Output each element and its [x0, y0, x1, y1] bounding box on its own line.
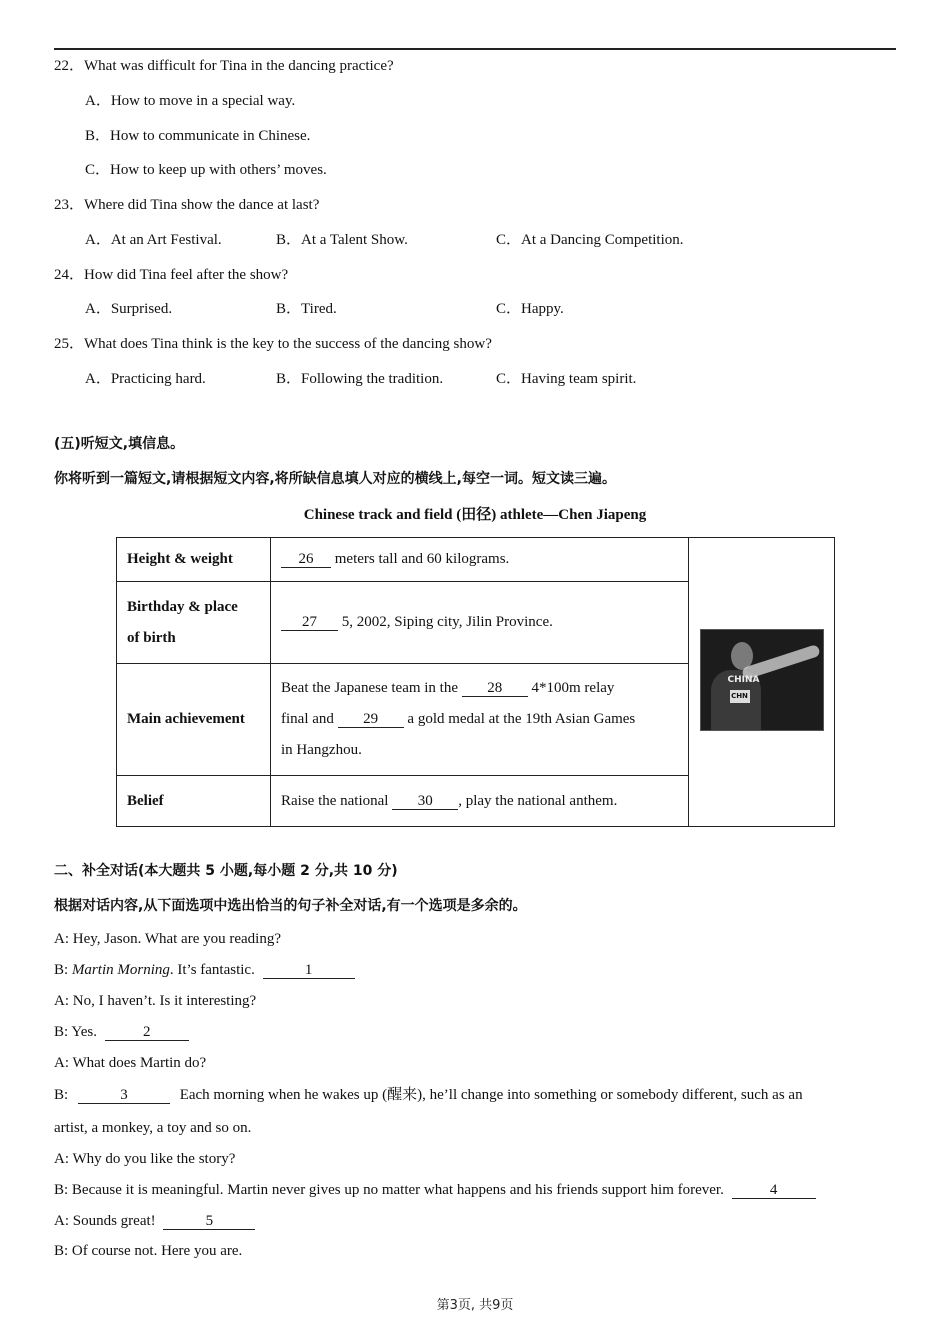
dialogue-line-10 [54, 1211, 255, 1231]
speaker: B: [54, 1087, 69, 1103]
value-text: final and [281, 711, 338, 727]
line-text: A: Sounds great! [54, 1213, 156, 1229]
option-22a [85, 91, 295, 111]
blank-27[interactable]: 27 [281, 614, 338, 631]
option-25b [276, 369, 443, 389]
option-label: B． [276, 301, 302, 317]
option-text: Tired. [301, 301, 337, 317]
question-text: Where did Tina show the dance at last? [84, 197, 320, 213]
blank-4[interactable]: 4 [732, 1182, 816, 1199]
line-text: B: Yes. [54, 1024, 97, 1040]
option-22c [85, 160, 327, 180]
option-22b [85, 126, 310, 146]
blank-2[interactable]: 2 [105, 1024, 189, 1041]
value-text: 5, 2002, Siping city, Jilin Province. [338, 614, 553, 630]
line-text: Each morning when he wakes up (醒来), he’ll change into something or somebody different, such as an [179, 1087, 803, 1103]
value-text: a gold medal at the 19th Asian Games [407, 711, 636, 727]
question-text: What was difficult for Tina in the dancing practice? [84, 58, 394, 74]
option-24a [85, 299, 172, 319]
blank-3[interactable]: 3 [78, 1087, 170, 1104]
dialogue-line-4 [54, 1022, 189, 1042]
question-text: What does Tina think is the key to the success of the dancing show? [84, 336, 492, 352]
option-text: How to move in a special way. [110, 93, 296, 109]
option-label: C． [85, 162, 111, 178]
option-25a [85, 369, 206, 389]
option-label: A． [85, 232, 111, 248]
option-text: Happy. [521, 301, 564, 317]
dialogue-line-7: artist, a monkey, a toy and so on. [54, 1120, 252, 1136]
option-label: A． [85, 93, 111, 109]
info-table [116, 537, 835, 827]
question-text: How did Tina feel after the show? [84, 267, 289, 283]
question-number: 22． [54, 58, 85, 74]
option-text: Following the tradition. [301, 371, 444, 387]
photo-jersey-text: CHINA [727, 674, 760, 685]
section-5-instruction: 你将听到一篇短文,请根据短文内容,将所缺信息填人对应的横线上,每空一词。短文读三遍。 [54, 471, 616, 487]
option-text: At a Dancing Competition. [521, 232, 684, 248]
section-2-instruction: 根据对话内容,从下面选项中选出恰当的句子补全对话,有一个选项是多余的。 [54, 898, 527, 914]
photo-cell [689, 538, 835, 827]
line-text: . It’s fantastic. [169, 962, 255, 978]
dialogue-line-9 [54, 1180, 816, 1200]
value-text: 4*100m relay [531, 680, 615, 696]
row-key: Height & weight [117, 538, 271, 582]
question-number: 25． [54, 336, 85, 352]
row-value [271, 582, 689, 664]
row-value [271, 664, 689, 776]
option-text: How to communicate in Chinese. [110, 128, 311, 144]
key-line: Birthday & place [127, 598, 238, 615]
table-row [117, 538, 835, 582]
option-text: Practicing hard. [110, 371, 206, 387]
option-24b [276, 299, 337, 319]
option-label: B． [276, 371, 302, 387]
blank-28[interactable]: 28 [462, 680, 528, 697]
blank-29[interactable]: 29 [338, 711, 404, 728]
option-23a [85, 230, 222, 250]
blank-30[interactable]: 30 [392, 793, 458, 810]
book-title: Martin Morning [71, 962, 170, 978]
dialogue-line-11: B: Of course not. Here you are. [54, 1243, 243, 1259]
line-text: B: Because it is meaningful. Martin never gives up no matter what happens and his friends support him forever. [54, 1182, 724, 1198]
top-rule [54, 48, 896, 50]
row-key: Belief [117, 776, 271, 827]
athlete-photo [700, 629, 824, 731]
option-text: At a Talent Show. [301, 232, 408, 248]
blank-1[interactable]: 1 [263, 962, 355, 979]
key-line: of birth [127, 629, 176, 646]
value-text: in Hangzhou. [281, 742, 362, 758]
option-label: C． [496, 371, 522, 387]
option-label: A． [85, 301, 111, 317]
question-24 [54, 265, 288, 285]
value-text: Raise the national [281, 792, 393, 809]
photo-bib-text: CHN [730, 690, 750, 703]
section-2-heading: 二、补全对话(本大题共 5 小题,每小题 2 分,共 10 分) [54, 863, 398, 879]
value-text: , play the national anthem. [458, 792, 618, 809]
option-label: A． [85, 371, 111, 387]
option-23b [276, 230, 408, 250]
blank-26[interactable]: 26 [281, 551, 331, 568]
dialogue-line-8: A: Why do you like the story? [54, 1151, 236, 1167]
question-25 [54, 334, 492, 354]
question-22 [54, 56, 394, 76]
option-23c [496, 230, 684, 250]
value-text: meters tall and 60 kilograms. [331, 551, 510, 567]
option-label: B． [85, 128, 111, 144]
option-text: At an Art Festival. [110, 232, 222, 248]
value-text: Beat the Japanese team in the [281, 680, 462, 696]
dialogue-line-1: A: Hey, Jason. What are you reading? [54, 931, 282, 947]
option-24c [496, 299, 564, 319]
row-value [271, 776, 689, 827]
row-key: Main achievement [117, 664, 271, 776]
option-label: C． [496, 301, 522, 317]
option-text: How to keep up with others’ moves. [110, 162, 327, 178]
dialogue-line-3: A: No, I haven’t. Is it interesting? [54, 993, 257, 1009]
dialogue-line-5: A: What does Martin do? [54, 1055, 207, 1071]
dialogue-line-2 [54, 960, 355, 980]
row-key [117, 582, 271, 664]
speaker: B: [54, 962, 72, 978]
page-number: 第3页, 共9页 [436, 1298, 514, 1313]
dialogue-line-6 [54, 1085, 803, 1105]
option-text: Surprised. [110, 301, 173, 317]
option-text: Having team spirit. [521, 371, 637, 387]
question-number: 23． [54, 197, 85, 213]
question-number: 24． [54, 267, 85, 283]
table-title: Chinese track and field (田径) athlete—Chen Jiapeng [303, 507, 647, 523]
option-25c [496, 369, 636, 389]
row-value [271, 538, 689, 582]
blank-5[interactable]: 5 [163, 1213, 255, 1230]
option-label: B． [276, 232, 302, 248]
section-5-heading: (五)听短文,填信息。 [54, 436, 185, 452]
option-label: C． [496, 232, 522, 248]
question-23 [54, 195, 319, 215]
